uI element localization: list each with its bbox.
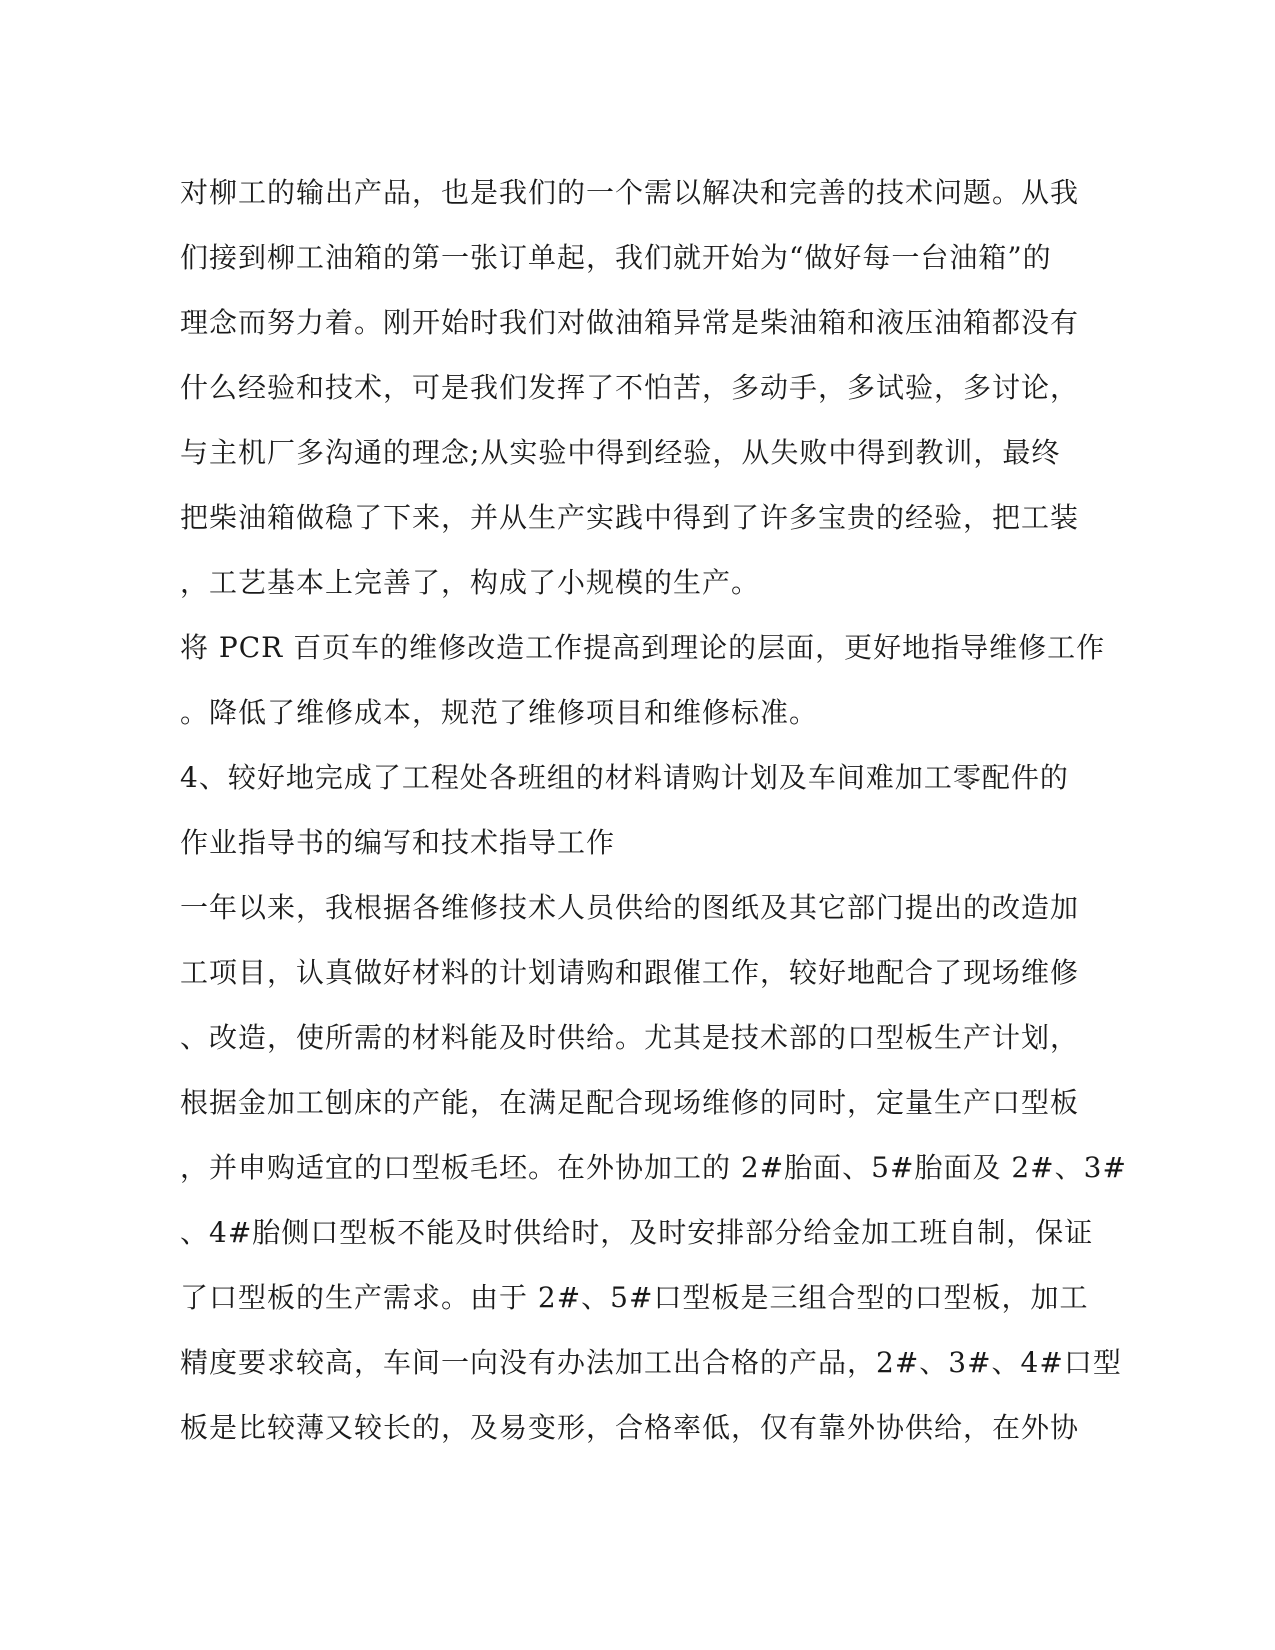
text-line: ，并申购适宜的口型板毛坯。在外协加工的 2#胎面、5#胎面及 2#、3# <box>180 1151 1127 1184</box>
text-line: 们接到柳工油箱的第一张订单起，我们就开始为“做好每一台油箱”的 <box>180 241 1052 274</box>
text-line: ，工艺基本上完善了，构成了小规模的生产。 <box>180 566 761 599</box>
body-text <box>180 160 1127 1460</box>
text-line: 对柳工的输出产品，也是我们的一个需以解决和完善的技术问题。从我 <box>180 176 1080 209</box>
text-line: 4、较好地完成了工程处各班组的材料请购计划及车间难加工零配件的 <box>180 761 1069 794</box>
text-line: 。降低了维修成本，规范了维修项目和维修标准。 <box>180 696 819 729</box>
text-line: 精度要求较高，车间一向没有办法加工出合格的产品，2#、3#、4#口型 <box>180 1346 1122 1379</box>
text-line: 根据金加工刨床的产能，在满足配合现场维修的同时，定量生产口型板 <box>180 1086 1080 1119</box>
text-line: 把柴油箱做稳了下来，并从生产实践中得到了许多宝贵的经验，把工装 <box>180 501 1080 534</box>
text-line: 理念而努力着。刚开始时我们对做油箱异常是柴油箱和液压油箱都没有 <box>180 306 1080 339</box>
text-line: 、改造，使所需的材料能及时供给。尤其是技术部的口型板生产计划， <box>180 1021 1080 1054</box>
text-line: 什么经验和技术，可是我们发挥了不怕苦，多动手，多试验，多讨论， <box>180 371 1080 404</box>
text-line: 、4#胎侧口型板不能及时供给时，及时安排部分给金加工班自制，保证 <box>180 1216 1094 1249</box>
text-line: 作业指导书的编写和技术指导工作 <box>180 826 616 859</box>
text-line: 将 PCR 百页车的维修改造工作提高到理论的层面，更好地指导维修工作 <box>180 631 1106 664</box>
text-line: 工项目，认真做好材料的计划请购和跟催工作，较好地配合了现场维修 <box>180 956 1080 989</box>
text-line: 一年以来，我根据各维修技术人员供给的图纸及其它部门提出的改造加 <box>180 891 1080 924</box>
text-line: 了口型板的生产需求。由于 2#、5#口型板是三组合型的口型板，加工 <box>180 1281 1089 1314</box>
text-line: 与主机厂多沟通的理念;从实验中得到经验，从失败中得到教训，最终 <box>180 436 1061 469</box>
text-line: 板是比较薄又较长的，及易变形，合格率低，仅有靠外协供给，在外协 <box>180 1411 1080 1444</box>
